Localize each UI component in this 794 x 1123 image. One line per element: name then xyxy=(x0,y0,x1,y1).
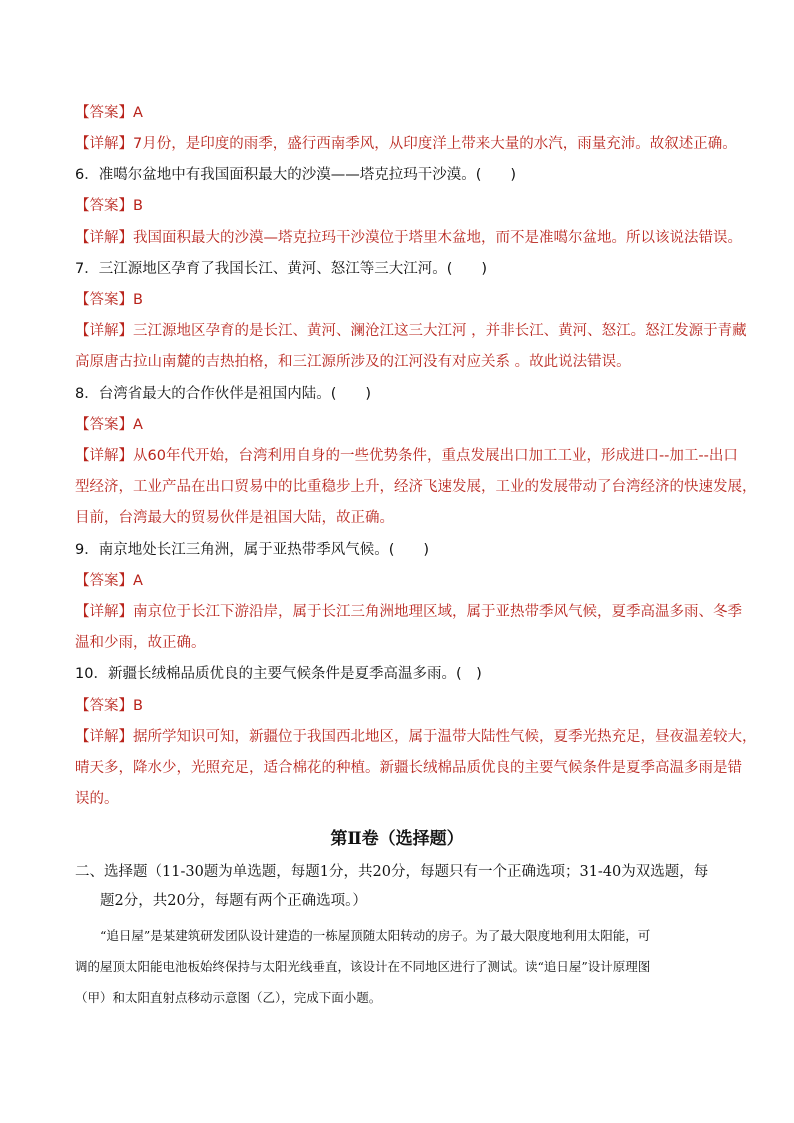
detail-continuation: 型经济，工业产品在出口贸易中的比重稳步上升，经济飞速发展，工业的发展带动了台湾经济的快速发展， xyxy=(75,479,757,495)
material-text: （甲）和太阳直射点移动示意图（乙），完成下面小题。 xyxy=(75,990,382,1005)
question-8: 8．台湾省最大的合作伙伴是祖国内陆。( ) xyxy=(75,386,372,402)
detail-line: 【详解】据所学知识可知，新疆位于我国西北地区，属于温带大陆性气候，夏季光热充足，昼夜温差较大， xyxy=(75,729,757,745)
section-heading: 第Ⅱ卷（选择题） xyxy=(330,829,464,849)
section-instructions: 二、选择题（11-30题为单选题，每题1分，共20分，每题只有一个正确选项；31-40为双选题，每 xyxy=(75,864,709,880)
detail-continuation: 晴天多，降水少，光照充足，适合棉花的种植。新疆长绒棉品质优良的主要气候条件是夏季高温多雨是错 xyxy=(75,760,742,776)
material-text: 调的屋顶太阳能电池板始终保持与太阳光线垂直，该设计在不同地区进行了测试。读“追日屋”设计原理图 xyxy=(75,959,651,974)
answer-line: 【答案】A xyxy=(75,105,143,121)
detail-line: 【详解】7月份，是印度的雨季，盛行西南季风，从印度洋上带来大量的水汽，雨量充沛。故叙述正确。 xyxy=(75,136,737,152)
answer-line: 【答案】B xyxy=(75,292,143,308)
detail-continuation: 温和少雨，故正确。 xyxy=(75,635,206,651)
answer-line: 【答案】B xyxy=(75,698,143,714)
detail-line: 【详解】我国面积最大的沙漠—塔克拉玛干沙漠位于塔里木盆地，而不是准噶尔盆地。所以该说法错误。 xyxy=(75,230,742,246)
detail-line: 【详解】南京位于长江下游沿岸，属于长江三角洲地理区域，属于亚热带季风气候，夏季高温多雨、冬季 xyxy=(75,604,742,620)
detail-continuation: 高原唐古拉山南麓的吉热拍格，和三江源所涉及的江河没有对应关系 。故此说法错误。 xyxy=(75,354,631,370)
detail-continuation: 误的。 xyxy=(75,791,119,807)
question-7: 7．三江源地区孕育了我国长江、黄河、怒江等三大江河。( ) xyxy=(75,261,488,277)
question-9: 9．南京地处长江三角洲，属于亚热带季风气候。( ) xyxy=(75,542,430,558)
question-10: 10．新疆长绒棉品质优良的主要气候条件是夏季高温多雨。( ) xyxy=(75,666,482,682)
detail-line: 【详解】从60年代开始，台湾利用自身的一些优势条件，重点发展出口加工工业，形成进口--加工--出口 xyxy=(75,448,738,464)
detail-continuation: 目前，台湾最大的贸易伙伴是祖国大陆，故正确。 xyxy=(75,510,394,526)
detail-line: 【详解】三江源地区孕育的是长江、黄河、澜沧江这三大江河 ，并非长江、黄河、怒江。怒江发源于青藏 xyxy=(75,323,747,339)
section-instructions-continuation: 题2分，共20分，每题有两个正确选项。） xyxy=(100,893,367,909)
answer-line: 【答案】B xyxy=(75,198,143,214)
answer-line: 【答案】A xyxy=(75,573,143,589)
material-text: “追日屋”是某建筑研发团队设计建造的一栋屋顶随太阳转动的房子。为了最大限度地利用太阳能，可 xyxy=(100,928,651,943)
answer-line: 【答案】A xyxy=(75,417,143,433)
question-6: 6．准噶尔盆地中有我国面积最大的沙漠——塔克拉玛干沙漠。( ) xyxy=(75,167,517,183)
